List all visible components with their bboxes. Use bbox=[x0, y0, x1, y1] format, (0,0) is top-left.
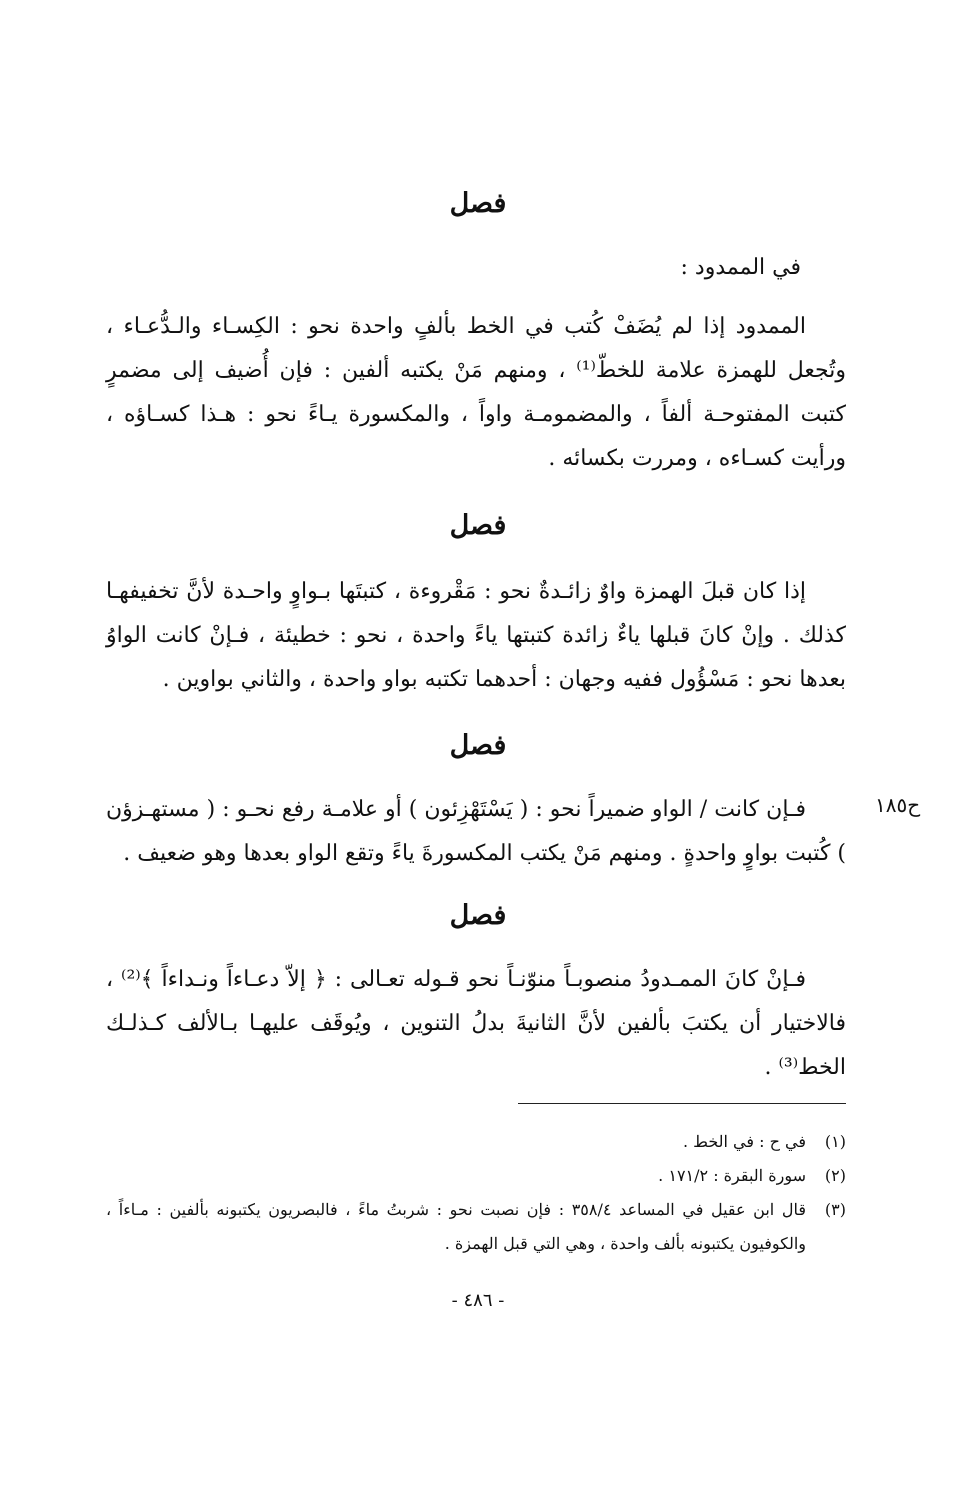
section-heading-4: فصل bbox=[449, 900, 507, 931]
section-paragraph-4 bbox=[106, 958, 846, 1090]
section-intro: في الممدود : bbox=[680, 255, 801, 280]
section-paragraph-3 bbox=[106, 788, 846, 876]
footnote-number: (٢) bbox=[824, 1166, 846, 1185]
footnote-3 bbox=[106, 1193, 846, 1261]
margin-reference: ح١٨٥ bbox=[875, 793, 921, 817]
section-heading-1: فصل bbox=[449, 188, 507, 219]
page-number: - ٤٨٦ - bbox=[451, 1290, 505, 1311]
footnote-1 bbox=[106, 1125, 846, 1159]
paragraph-text: الممدود إذا لم يُضَفْ كُتب في الخط بألفٍ واحدة نحو : الكِسـاء والـدُّعـاء ، وتُجعل للهمزة علامة للخطّ⁽¹⁾ ، ومنهم مَنْ يكتبه ألفين : فإن أُضيف إلى مضمرٍ كتبت المفتوحـة ألفاً ، والمضمومـة واواً ، والمكسورة يـاءً نحو : هـذا كسـاؤه ، ورأيت كسـاءه ، ومررت بكسائه . bbox=[106, 314, 846, 471]
section-paragraph-1 bbox=[106, 305, 846, 481]
footnote-text: في ح : في الخط . bbox=[682, 1132, 806, 1151]
footnote-divider bbox=[518, 1103, 846, 1104]
footnote-2 bbox=[106, 1159, 846, 1193]
footnote-text: سورة البقرة : ١٧١/٢ . bbox=[658, 1166, 806, 1185]
section-paragraph-2 bbox=[106, 570, 846, 702]
section-heading-3: فصل bbox=[449, 730, 507, 761]
paragraph-text: إذا كان قبلَ الهمزة واوٌ زائـدةٌ نحو : مَقْروءة ، كتبتَها بـواوٍ واحـدة لأنَّ تخفيفهـا كذلك . وإنْ كانَ قبلها ياءٌ زائدة كتبتها ياءً واحدة ، نحو : خطيئة ، فـإنْ كانت الواوُ بعدها نحو : مَسْؤُول ففيه وجهان : أحدهما تكتبه بواو واحدة ، والثاني بواوين . bbox=[106, 579, 846, 692]
section-heading-2: فصل bbox=[449, 510, 507, 541]
paragraph-text: فـإنْ كانَ الممـدودُ منصوبـاً منوّنـاً نحو قـوله تعـالى : ﴿ إلاّ دعـاءاً ونـداءاً ﴾⁽²⁾ ، فالاختيار أن يكتبَ بألفين لأنَّ الثانيةَ بدلُ التنوين ، ويُوقَف عليهـا بـالألف كـذلـك الخط⁽³⁾ . bbox=[106, 967, 846, 1080]
paragraph-text: فـإن كانت / الواو ضميراً نحو : ( يَسْتَهْزِئون ) أو علامـة رفع نحـو : ( مستهـزؤن ) كُتبت بواوٍ واحدةٍ . ومنهم مَنْ يكتب المكسورةَ ياءً وتقع الواو بعدها وهو ضعيف . bbox=[106, 797, 846, 866]
footnote-number: (١) bbox=[824, 1132, 846, 1151]
footnote-text: قال ابن عقيل في المساعد ٣٥٨/٤ : فإن نصبت نحو : شربتُ ماءً ، فالبصريون يكتبونه بألفين : مـاءاً ، والكوفيون يكتبونه بألف واحدة ، وهي التي قبل الهمزة . bbox=[106, 1200, 806, 1253]
footnotes bbox=[106, 1125, 846, 1261]
footnote-number: (٣) bbox=[824, 1200, 846, 1219]
